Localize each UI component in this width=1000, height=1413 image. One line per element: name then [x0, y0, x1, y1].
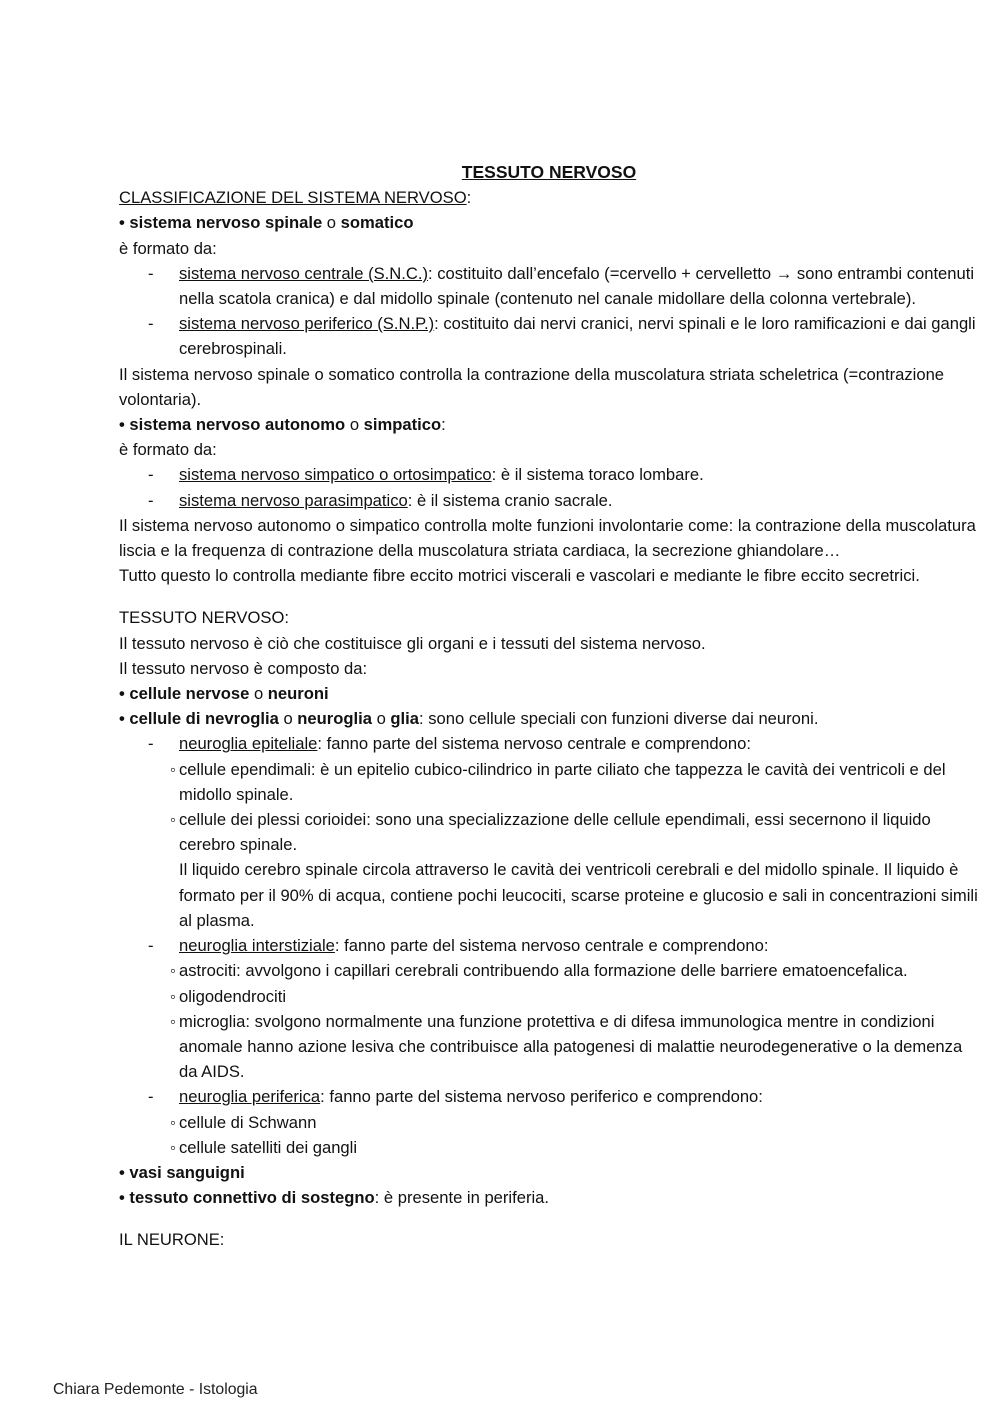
- list-item-interstitial-neuroglia: - neuroglia interstiziale: fanno parte del sistema nervoso centrale e comprendono:: [119, 933, 979, 958]
- sub-list-item: ◦ cellule di Schwann: [119, 1110, 979, 1135]
- paragraph: Il sistema nervoso spinale o somatico controlla la contrazione della muscolatura striata scheletrica (=contrazione volontaria).: [119, 364, 945, 409]
- sub-list-item: ◦ cellule ependimali: è un epitelio cubico-cilindrico in parte ciliato che tappezza le cavità dei ventricoli e del midollo spinale.: [119, 757, 979, 807]
- paragraph: Tutto questo lo controlla mediante fibre eccito motrici viscerali e vascolari e mediante le fibre eccito secretrici.: [119, 566, 920, 586]
- dash-marker: -: [148, 936, 154, 956]
- list-item-snp: - sistema nervoso periferico (S.N.P.): costituito dai nervi cranici, nervi spinali e le loro ramificazioni e dai gangli cerebrospinali.: [119, 311, 979, 361]
- paragraph: Il tessuto nervoso è ciò che costituisce gli organi e i tessuti del sistema nervoso.: [119, 633, 706, 653]
- dash-marker: -: [148, 465, 154, 485]
- dash-marker: -: [148, 490, 154, 510]
- circle-bullet-icon: ◦: [170, 986, 176, 1006]
- document-body: [119, 160, 979, 1253]
- indented-paragraph: Il liquido cerebro spinale circola attraverso le cavità dei ventricoli cerebrali e del midollo spinale. Il liquido è formato per il 90% di acqua, contiene pochi leucociti, scarse proteine e glucosio e sali in concentrazioni simili al plasma.: [179, 860, 978, 930]
- dash-marker: -: [148, 314, 154, 334]
- dash-marker: -: [148, 263, 154, 283]
- section-heading-classification: CLASSIFICAZIONE DEL SISTEMA NERVOSO:: [119, 188, 472, 208]
- spacer: [119, 588, 979, 605]
- paragraph: è formato da:: [119, 238, 217, 258]
- circle-bullet-icon: ◦: [170, 1137, 176, 1157]
- circle-bullet-icon: ◦: [170, 1011, 176, 1031]
- page-title: TESSUTO NERVOSO: [461, 162, 637, 182]
- dash-marker: -: [148, 734, 154, 754]
- bullet-autonomic-system: • sistema nervoso autonomo o simpatico:: [119, 415, 446, 435]
- circle-bullet-icon: ◦: [170, 759, 176, 779]
- bullet-spinal-system: • sistema nervoso spinale o somatico: [119, 213, 414, 233]
- circle-bullet-icon: ◦: [170, 961, 176, 981]
- sub-list-item: ◦ astrociti: avvolgono i capillari cerebrali contribuendo alla formazione delle barriere ematoencefalica.: [119, 958, 979, 983]
- bullet-connective-tissue: • tessuto connettivo di sostegno: è presente in periferia.: [119, 1188, 550, 1208]
- sub-list-item: ◦ oligodendrociti: [119, 984, 979, 1009]
- sub-list-item: ◦ cellule satelliti dei gangli: [119, 1135, 979, 1160]
- bullet-neurons: • cellule nervose o neuroni: [119, 684, 329, 704]
- paragraph: Il tessuto nervoso è composto da:: [119, 658, 368, 678]
- list-item-sympathetic: - sistema nervoso simpatico o ortosimpatico: è il sistema toraco lombare.: [119, 462, 979, 487]
- list-item-epithelial-neuroglia: - neuroglia epiteliale: fanno parte del sistema nervoso centrale e comprendono:: [119, 731, 979, 756]
- circle-bullet-icon: ◦: [170, 810, 176, 830]
- list-item-peripheral-neuroglia: - neuroglia periferica: fanno parte del sistema nervoso periferico e comprendono:: [119, 1084, 979, 1109]
- bullet-blood-vessels: • vasi sanguigni: [119, 1162, 245, 1182]
- page-footer: Chiara Pedemonte - Istologia: [53, 1381, 258, 1398]
- paragraph: Il sistema nervoso autonomo o simpatico controlla molte funzioni involontarie come: la contrazione della muscolatura liscia e la frequenza di contrazione della muscolatura striata cardiaca, la secrezione ghiandolare…: [119, 515, 976, 561]
- section-heading-tissue: TESSUTO NERVOSO:: [119, 608, 289, 628]
- paragraph: è formato da:: [119, 440, 217, 460]
- sub-list-item: ◦ microglia: svolgono normalmente una funzione protettiva e di difesa immunologica mentre in condizioni anomale hanno azione lesiva che contribuisce alla patogenesi di malattie neurodegenerative o la demenza da AIDS.: [119, 1009, 979, 1085]
- sub-list-item: ◦ cellule dei plessi corioidei: sono una specializzazione delle cellule ependimali, essi secernono il liquido cerebro spinale.: [119, 807, 979, 857]
- circle-bullet-icon: ◦: [170, 1112, 176, 1132]
- list-item-parasympathetic: - sistema nervoso parasimpatico: è il sistema cranio sacrale.: [119, 488, 979, 513]
- spacer: [119, 1210, 979, 1227]
- section-heading-neuron: IL NEURONE:: [119, 1230, 225, 1250]
- bullet-glia: • cellule di nevroglia o neuroglia o glia: sono cellule speciali con funzioni diverse dai neuroni.: [119, 709, 819, 729]
- dash-marker: -: [148, 1087, 154, 1107]
- list-item-snc: - sistema nervoso centrale (S.N.C.): costituito dall’encefalo (=cervello + cervelletto → sono entrambi contenuti nella scatola cranica) e dal midollo spinale (contenuto nel canale midollare della colonna vertebrale).: [119, 261, 979, 311]
